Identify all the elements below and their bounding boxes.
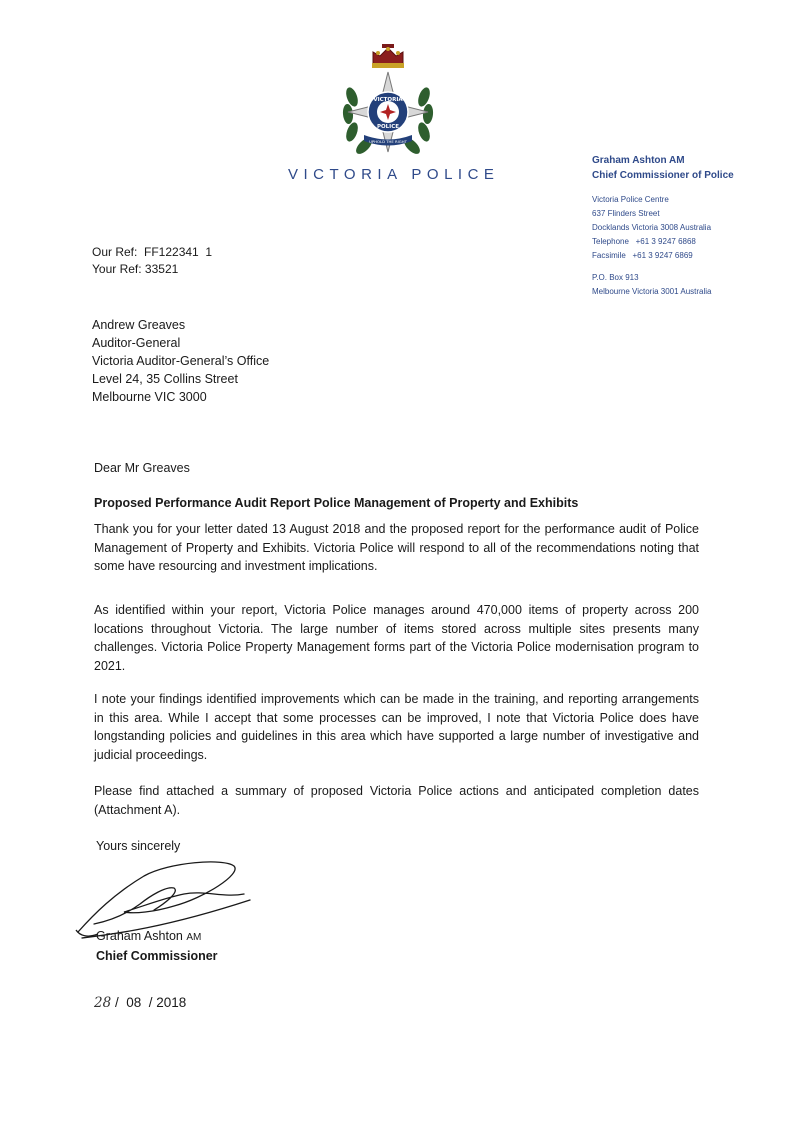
body-paragraph: As identified within your report, Victoria Police manages around 470,000 items of property across 200 locations throughout Victoria. The large number of items stored across multiple sites presents many challenges. Victoria Police Property Management forms part of the Victoria Police modernisation program to 2021. bbox=[94, 603, 699, 673]
recipient-line: Andrew Greaves bbox=[92, 318, 186, 332]
postal-line: Melbourne Victoria 3001 Australia bbox=[592, 287, 712, 296]
crest-banner-text: UPHOLD THE RIGHT bbox=[369, 139, 407, 144]
reference-block bbox=[92, 244, 212, 278]
signatory-name bbox=[96, 929, 201, 943]
date-month-year: / 08 / 2018 bbox=[111, 995, 187, 1010]
sender-title: Chief Commissioner of Police bbox=[592, 170, 734, 181]
victoria-police-crest-logo bbox=[338, 42, 438, 160]
organisation-wordmark: VICTORIA POLICE bbox=[288, 166, 500, 183]
closing: Yours sincerely bbox=[96, 839, 181, 853]
recipient-line: Auditor-General bbox=[92, 336, 181, 350]
body-paragraph: I note your findings identified improvements which can be made in the training, and reporting arrangements in this area. While I accept that some processes can be improved, I note that Victoria Police does have longstanding policies and guidelines in this area which have supported a large number of investigative and judicial proceedings. bbox=[94, 692, 699, 762]
address-line: 637 Flinders Street bbox=[592, 209, 660, 218]
salutation: Dear Mr Greaves bbox=[94, 461, 190, 475]
handwritten-day: 28 bbox=[94, 995, 112, 1011]
signatory-name-text: Graham Ashton bbox=[96, 929, 183, 943]
address-line: Victoria Police Centre bbox=[592, 195, 669, 204]
body-paragraph: Thank you for your letter dated 13 August 2018 and the proposed report for the performance audit of Police Management of Property and Exhibits. Victoria Police will respond to all of the recommendations noting that some have resourcing and investment implications. bbox=[94, 522, 699, 573]
address-line: Docklands Victoria 3008 Australia bbox=[592, 223, 712, 232]
body-paragraph: Please find attached a summary of proposed Victoria Police actions and anticipated completion dates (Attachment A). bbox=[94, 784, 699, 817]
telephone-line: Telephone +61 3 9247 6868 bbox=[592, 237, 696, 246]
signatory-title: Chief Commissioner bbox=[96, 949, 218, 963]
sender-name: Graham Ashton AM bbox=[592, 155, 685, 166]
sender-address bbox=[592, 193, 711, 299]
recipient-line: Level 24, 35 Collins Street bbox=[92, 372, 238, 386]
facsimile-line: Facsimile +61 3 9247 6869 bbox=[592, 251, 693, 260]
crown-icon bbox=[372, 44, 404, 68]
letter-date bbox=[94, 995, 186, 1011]
recipient-line: Melbourne VIC 3000 bbox=[92, 390, 207, 404]
signatory-honour: AM bbox=[186, 932, 202, 943]
our-reference: Our Ref: FF122341 1 bbox=[92, 245, 213, 259]
recipient-line: Victoria Auditor-General’s Office bbox=[92, 354, 270, 368]
crest-motto-bottom: POLICE bbox=[376, 124, 400, 130]
your-reference: Your Ref: 33521 bbox=[92, 262, 179, 276]
postal-line: P.O. Box 913 bbox=[592, 273, 639, 282]
crest-motto-top: VICTORIA bbox=[373, 97, 403, 103]
recipient-address bbox=[92, 316, 269, 406]
subject-line: Proposed Performance Audit Report Police Management of Property and Exhibits bbox=[94, 496, 579, 510]
sender-block bbox=[592, 153, 734, 183]
